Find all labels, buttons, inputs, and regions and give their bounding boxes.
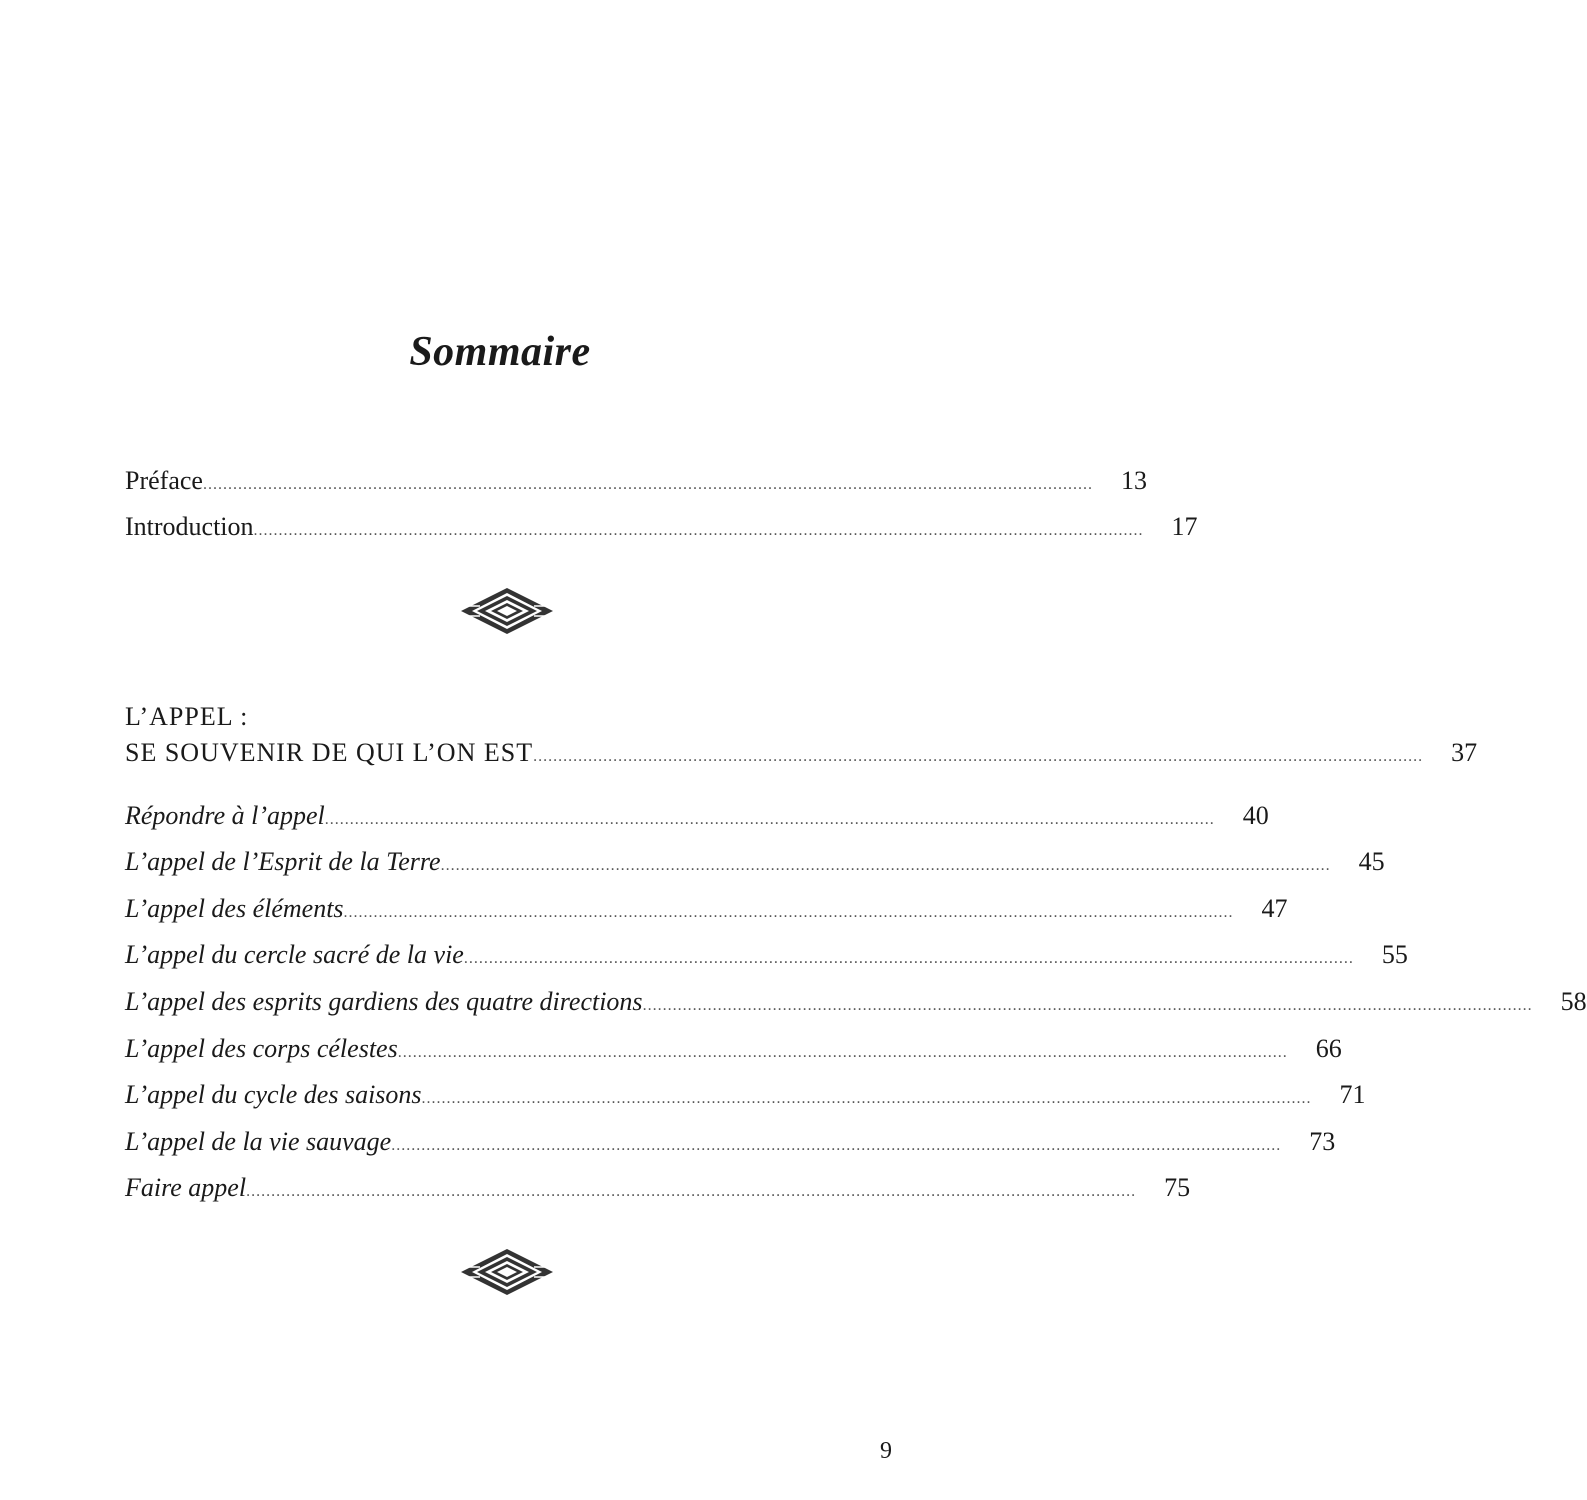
toc-entry-page: 17 — [1171, 512, 1198, 541]
toc-entry-chapter[interactable] — [125, 1080, 1366, 1116]
toc-entry-page: 73 — [1309, 1127, 1336, 1156]
toc-entry-chapter[interactable] — [125, 801, 1269, 837]
toc-entry-label: L’appel de la vie sauvage — [125, 1127, 392, 1156]
toc-entry-label: L’appel des éléments — [125, 894, 344, 923]
dot-leader: .................................................................................................................................................................................. — [642, 997, 1533, 1014]
toc-entry-label: Préface — [125, 466, 203, 495]
toc-entry-page: 58 — [1560, 987, 1587, 1016]
toc-entry-label: Répondre à l’appel — [125, 801, 325, 830]
toc-entry-chapter[interactable] — [125, 1173, 1191, 1209]
toc-entry-page: 75 — [1164, 1173, 1191, 1202]
toc-entry-page: 13 — [1120, 466, 1147, 495]
toc-entry-preface[interactable] — [125, 466, 1147, 502]
dot-leader: .................................................................................................................................................................................. — [343, 904, 1234, 921]
toc-entry-chapter[interactable] — [125, 1127, 1336, 1163]
toc-entry-label: Introduction — [125, 512, 254, 541]
toc-entry-page: 40 — [1242, 801, 1269, 830]
toc-entry-label: L’appel des esprits gardiens des quatre directions — [125, 987, 643, 1016]
toc-entry-page: 37 — [1451, 738, 1478, 767]
toc-entry-page: 66 — [1315, 1034, 1342, 1063]
dot-leader: .................................................................................................................................................................................. — [421, 1090, 1312, 1107]
toc-entry-chapter[interactable] — [125, 940, 1408, 976]
diamond-ornament-icon — [460, 587, 554, 635]
dot-leader: .................................................................................................................................................................................. — [324, 811, 1215, 828]
toc-entry-label: L’appel du cycle des saisons — [125, 1080, 422, 1109]
page-title: Sommaire — [409, 329, 591, 375]
toc-entry-label: L’appel de l’Esprit de la Terre — [125, 847, 441, 876]
toc-entry-page: 47 — [1261, 894, 1288, 923]
dot-leader: .................................................................................................................................................................................. — [440, 857, 1331, 874]
diamond-ornament-icon — [460, 1248, 554, 1296]
toc-entry-label: L’appel du cercle sacré de la vie — [125, 940, 464, 969]
toc-entry-chapter[interactable] — [125, 1034, 1342, 1070]
dot-leader: .................................................................................................................................................................................. — [253, 522, 1144, 539]
toc-entry-label: L’appel des corps célestes — [125, 1034, 398, 1063]
dot-leader: .................................................................................................................................................................................. — [397, 1044, 1288, 1061]
toc-entry-chapter[interactable] — [125, 987, 1587, 1023]
dot-leader: .................................................................................................................................................................................. — [246, 1183, 1137, 1200]
page-number: 9 — [880, 1438, 892, 1464]
toc-entry-introduction[interactable] — [125, 512, 1198, 548]
dot-leader: .................................................................................................................................................................................. — [391, 1137, 1282, 1154]
toc-entry-page: 45 — [1358, 847, 1385, 876]
dot-leader: .................................................................................................................................................................................. — [533, 748, 1424, 765]
toc-entry-chapter[interactable] — [125, 847, 1385, 883]
toc-entry-page: 55 — [1381, 940, 1408, 969]
toc-entry-part[interactable] — [125, 738, 1478, 774]
toc-entry-chapter[interactable] — [125, 894, 1288, 930]
dot-leader: .................................................................................................................................................................................. — [202, 476, 1093, 493]
toc-entry-label: Faire appel — [125, 1173, 247, 1202]
part-heading: L’APPEL : — [125, 702, 249, 731]
dot-leader: .................................................................................................................................................................................. — [463, 950, 1354, 967]
toc-entry-page: 71 — [1339, 1080, 1366, 1109]
toc-entry-label: SE SOUVENIR DE QUI L’ON EST — [125, 738, 534, 767]
